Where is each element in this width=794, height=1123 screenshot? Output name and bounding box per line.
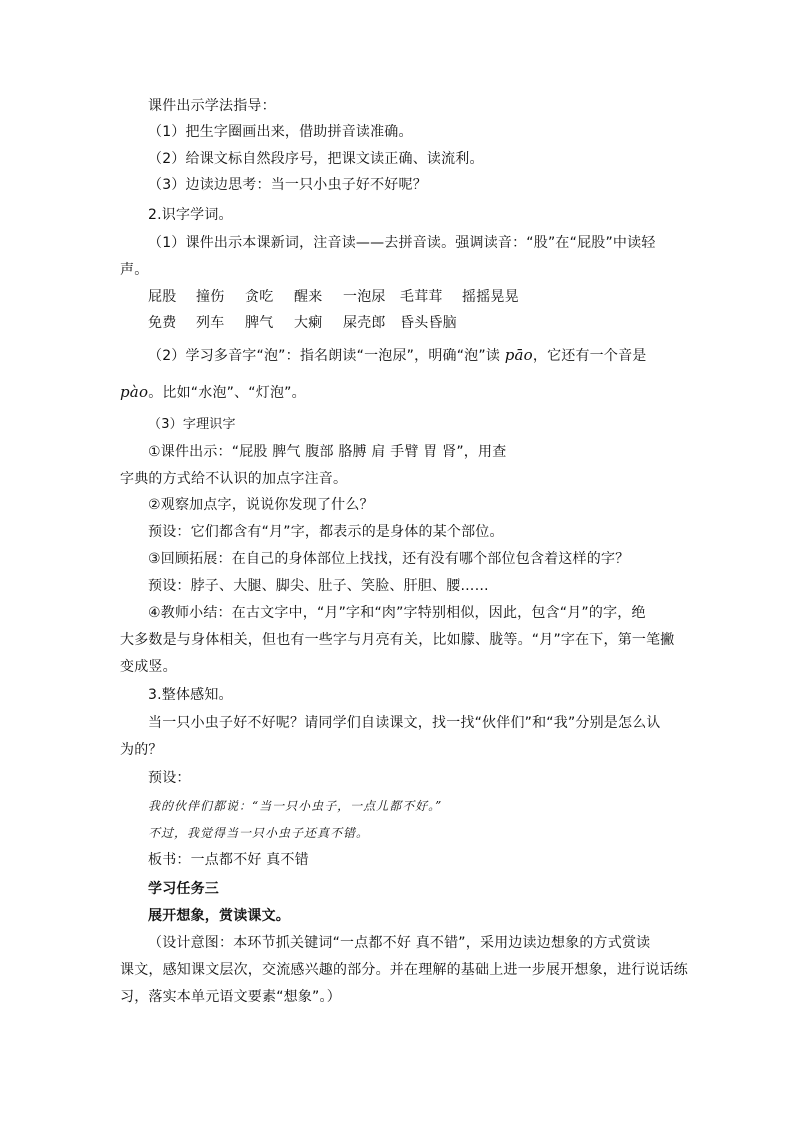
vocab-word: 昏头昏脑 (400, 315, 457, 331)
vocab-word: 一泡尿 (343, 289, 386, 305)
handwritten-line: 不过，我觉得当一只小虫子还真不错。 (148, 826, 370, 840)
text-line: 2.识字学词。 (148, 207, 233, 223)
vocab-word: 摇摇晃晃 (462, 289, 519, 305)
text-line: ②观察加点字，说说你发现了什么？ (148, 497, 374, 513)
vocab-word: 脾气 (245, 315, 274, 331)
vocab-word: 醒来 (294, 289, 323, 305)
vocab-word: 毛茸茸 (400, 289, 443, 305)
section-heading: 学习任务三 (148, 881, 219, 897)
vocab-word: 屎壳郎 (343, 315, 386, 331)
handwritten-line: 我的伙伴们都说：“当一只小虫子，一点儿都不好。” (148, 799, 443, 813)
text-line: 大多数是与身体相关，但也有一些字与月亮有关，比如朦、胧等。“月”字在下，第一笔撇 (120, 632, 675, 648)
text-line: 为的？ (120, 742, 163, 758)
text-line: 字典的方式给不认识的加点字注音。 (120, 471, 348, 487)
text-line: （2）给课文标自然段序号，把课文读正确、读流利。 (148, 151, 484, 167)
text-line: 当一只小虫子好不好呢？请同学们自读课文，找一找“伙伴们”和“我”分别是怎么认 (148, 715, 661, 731)
text-line: 习，落实本单元语文要素“想象”。） (120, 989, 341, 1005)
text-line: （3）字理识字 (148, 417, 236, 432)
text-line: ③回顾拓展：在自己的身体部位上找找，还有没有哪个部位包含着这样的字？ (148, 551, 630, 567)
pinyin-reading: pāo (504, 346, 533, 364)
pinyin-reading: pào (120, 383, 149, 401)
text-line: （1）把生字圈画出来，借助拼音读准确。 (148, 124, 413, 140)
text-line: 课文，感知课文层次，交流感兴趣的部分。并在理解的基础上进一步展开想象，进行说话练 (120, 962, 688, 978)
text-line: 3.整体感知。 (148, 687, 233, 703)
text-line: 预设：它们都含有“月”字，都表示的是身体的某个部位。 (148, 524, 504, 540)
text-line: （1）课件出示本课新词，注音读——去拼音读。强调读音：“股”在“屁股”中读轻 (148, 235, 656, 251)
vocab-word: 大瘌 (294, 315, 323, 331)
vocab-word: 撞伤 (196, 289, 225, 305)
text-line: 课件出示学法指导： (148, 98, 276, 114)
text-segment: 。比如“水泡”、“灯泡”。 (148, 385, 306, 401)
text-line (148, 345, 646, 366)
vocab-word: 屁股 (148, 289, 177, 305)
text-line: 变成竖。 (120, 659, 177, 675)
text-line: 预设： (148, 770, 191, 786)
text-line: 预设：脖子、大腿、脚尖、肚子、笑脸、肝胆、腰…… (148, 578, 489, 594)
text-line: 板书：一点都不好 真不错 (148, 852, 309, 868)
vocab-word: 贪吃 (245, 289, 274, 305)
text-line: （3）边读边思考：当一只小虫子好不好呢？ (148, 177, 427, 193)
text-line: （设计意图：本环节抓关键词“一点都不好 真不错”，采用边读边想象的方式赏读 (148, 935, 651, 951)
text-segment: ，它还有一个音是 (532, 348, 647, 364)
vocab-word: 免费 (148, 315, 177, 331)
text-segment: （2）学习多音字“泡”：指名朗读“一泡尿”，明确“泡”读 (148, 348, 505, 364)
text-line (120, 382, 306, 403)
text-line: 声。 (120, 262, 149, 278)
text-line: ①课件出示：“屁股 脾气 腹部 胳膊 肩 手臂 胃 肾”，用查 (148, 444, 507, 460)
text-line: ④教师小结：在古文字中，“月”字和“肉”字特别相似，因此，包含“月”的字，绝 (148, 605, 646, 621)
section-subheading: 展开想象，赏读课文。 (148, 908, 290, 924)
vocab-word: 列车 (196, 315, 225, 331)
